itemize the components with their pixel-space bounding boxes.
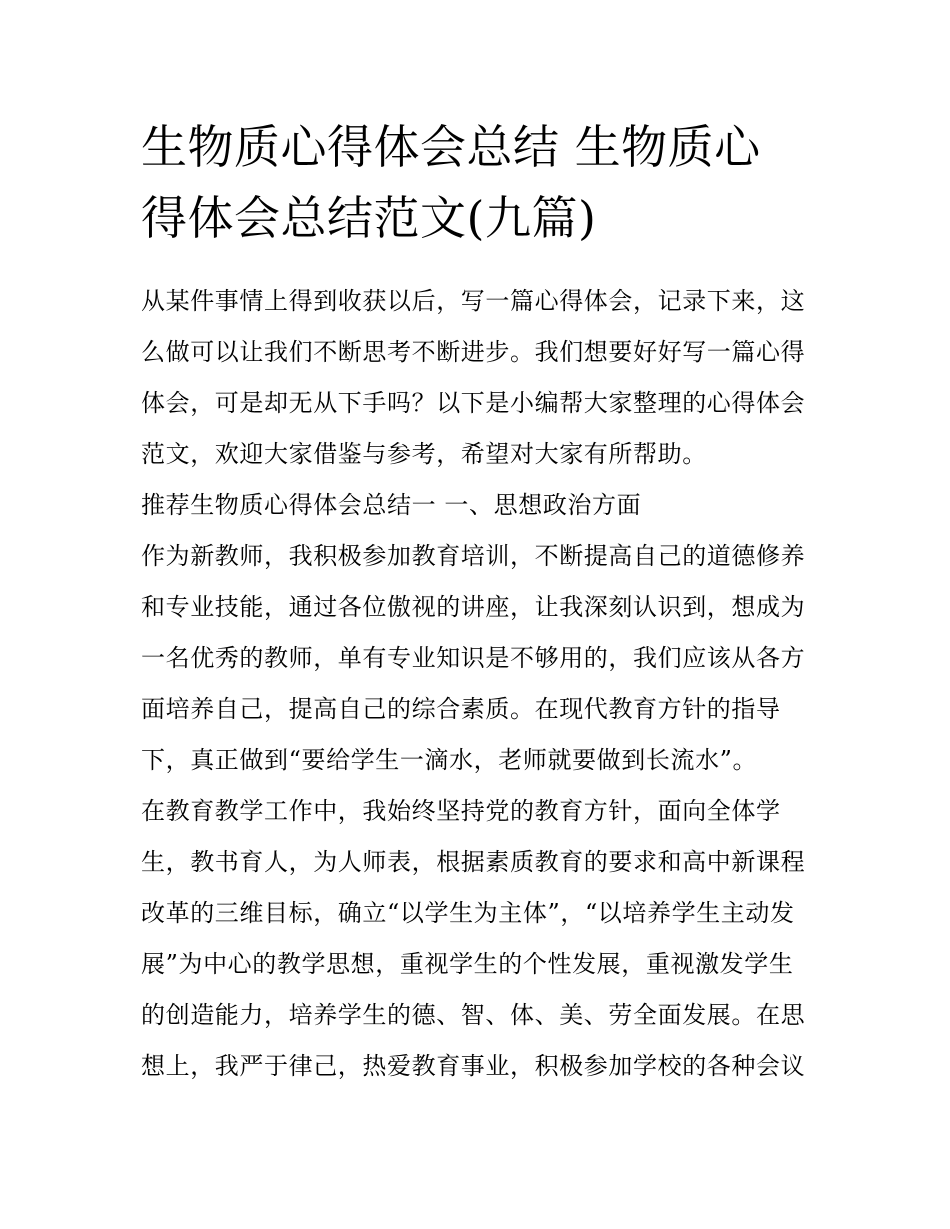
body-line: 想上，我严于律己，热爱教育事业，积极参加学校的各种会议	[141, 1052, 806, 1080]
body-line: 在教育教学工作中，我始终坚持党的教育方针，面向全体学	[141, 797, 781, 825]
body-line: 一名优秀的教师，单有专业知识是不够用的，我们应该从各方	[141, 644, 806, 672]
body-line: 体会，可是却无从下手吗？以下是小编帮大家整理的心得体会	[141, 389, 806, 417]
document-title	[141, 112, 813, 254]
body-line: 展”为中心的教学思想，重视学生的个性发展，重视激发学生	[141, 950, 794, 978]
body-line: 从某件事情上得到收获以后，写一篇心得体会，记录下来，这	[141, 287, 806, 315]
body-line: 范文，欢迎大家借鉴与参考，希望对大家有所帮助。	[141, 440, 707, 468]
body-line: 下，真正做到“要给学生一滴水，老师就要做到长流水”。	[141, 746, 758, 774]
body-line: 改革的三维目标，确立“以学生为主体”，“以培养学生主动发	[141, 899, 795, 927]
title-line: 生物质心得体会总结 生物质心	[141, 120, 761, 174]
body-line: 生，教书育人，为人师表，根据素质教育的要求和高中新课程	[141, 848, 806, 876]
body-line: 作为新教师，我积极参加教育培训，不断提高自己的道德修养	[141, 542, 806, 570]
body-line: 面培养自己，提高自己的综合素质。在现代教育方针的指导	[141, 695, 781, 723]
document-content	[141, 112, 813, 1092]
body-line: 的创造能力，培养学生的德、智、体、美、劳全面发展。在思	[141, 1001, 806, 1029]
body-line: 么做可以让我们不断思考不断进步。我们想要好好写一篇心得	[141, 338, 806, 366]
title-line: 得体会总结范文(九篇)	[141, 191, 597, 245]
section-heading: 推荐生物质心得体会总结一 一、思想政治方面	[141, 491, 642, 519]
body-line: 和专业技能，通过各位傲视的讲座，让我深刻认识到，想成为	[141, 593, 806, 621]
document-body	[141, 276, 813, 1092]
